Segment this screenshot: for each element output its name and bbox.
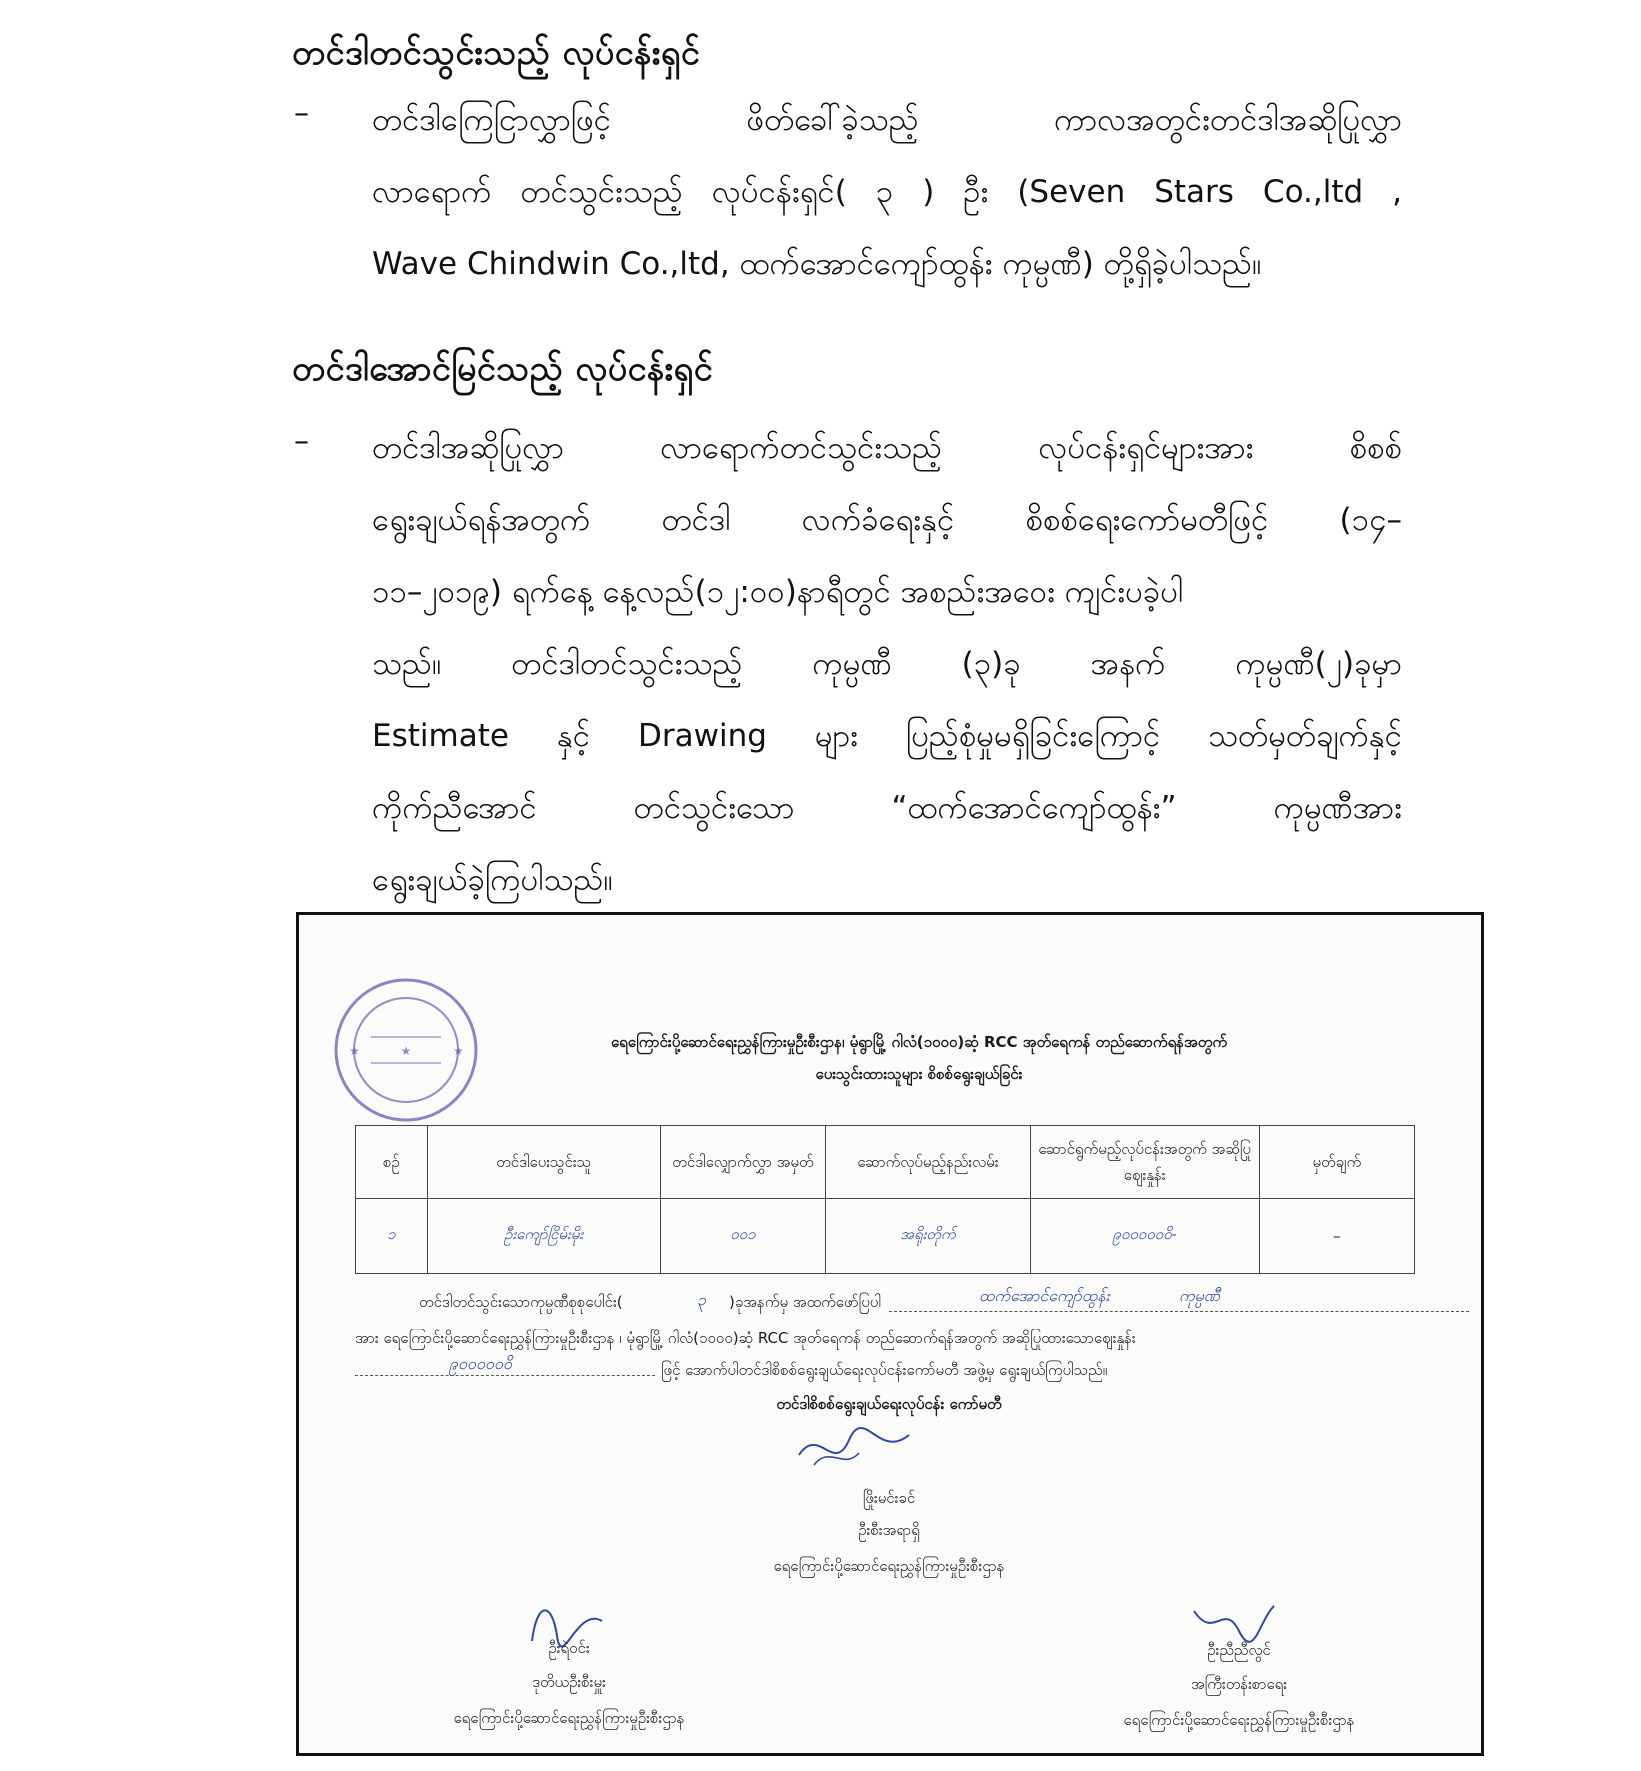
dotted-line bbox=[889, 1311, 1469, 1312]
col-header: ဆောက်လုပ်မည့်နည်းလမ်း bbox=[826, 1126, 1031, 1199]
handwritten-suffix: ကုမ္ပဏီ bbox=[1179, 1286, 1220, 1305]
right-signatory-title: အကြီးတန်းစာရေး bbox=[1190, 1675, 1288, 1693]
scanned-document bbox=[296, 912, 1484, 1756]
statement-text: တင်ဒါတင်သွင်းသောကုမ္ပဏီစုစုပေါင်း( bbox=[419, 1293, 623, 1311]
left-signatory-department: ရေကြောင်းပို့ဆောင်ရေးညွှန်ကြားမှုဦးစီးဌာန bbox=[453, 1709, 685, 1727]
right-signatory-department: ရေကြောင်းပို့ဆောင်ရေးညွှန်ကြားမှုဦးစီးဌာန bbox=[1123, 1711, 1355, 1729]
table-cell: ၁ bbox=[356, 1199, 428, 1274]
handwritten-company: ထက်အောင်ကျော်ထွန်း bbox=[979, 1286, 1110, 1305]
svg-text:★: ★ bbox=[453, 1044, 464, 1058]
chair-department: ရေကြောင်းပို့ဆောင်ရေးညွှန်ကြားမှုဦးစီးဌာန bbox=[773, 1557, 1005, 1575]
col-header: တင်ဒါပေးသွင်းသူ bbox=[427, 1126, 660, 1199]
section2-line: သည်။ တင်ဒါတင်သွင်းသည့် ကုမ္ပဏီ (၃)ခု အနက် ကုမ္ပဏီ(၂)ခုမှာ bbox=[372, 646, 1402, 682]
left-signatory-name: ဦးရဲဝင်း bbox=[548, 1639, 590, 1657]
section2-line: တင်ဒါအဆိုပြုလွှာ လာရောက်တင်သွင်းသည့် လုပ်ငန်းရှင်များအား စိစစ် bbox=[372, 430, 1402, 466]
scan-title-line2: ပေးသွင်းထားသူများ စိစစ်ရွေးချယ်ခြင်း bbox=[815, 1065, 1023, 1083]
right-signatory-name: ဦးညီညီလွင် bbox=[1207, 1641, 1271, 1659]
section2-dash: – bbox=[294, 424, 309, 459]
col-header: ဆောင်ရွက်မည့်လုပ်ငန်းအတွက် အဆိုပြုဈေးနှုန်း bbox=[1030, 1126, 1259, 1199]
statement-text: အား ရေကြောင်းပို့ဆောင်ရေးညွှန်ကြားမှုဦးစီးဌာန ၊ မုံရွာမြို့ ဂါလံ(၁၀၀၀)ဆံ့ RCC အုတ်ရေကန် တည်ဆောက်ရန်အတွက် အဆိုပြုထားသောဈေးနှုန်း bbox=[355, 1329, 1136, 1347]
section1-line: Wave Chindwin Co.,ltd, ထက်အောင်ကျော်ထွန်း ကုမ္ပဏီ) တို့ရှိခဲ့ပါသည်။ bbox=[372, 246, 1262, 282]
table-cell: ၉၀၀၀၀၀၀ိ- bbox=[1030, 1199, 1259, 1274]
section2-line: ကိုက်ညီအောင် တင်သွင်းသော “ထက်အောင်ကျော်ထွန်း” ကုမ္ပဏီအား bbox=[372, 790, 1402, 826]
section2-paragraph bbox=[372, 412, 1402, 916]
section1-dash: – bbox=[294, 96, 309, 131]
section2-line: ရွေးချယ်ရန်အတွက် တင်ဒါ လက်ခံရေးနှင့် စိစစ်ရေးကော်မတီဖြင့် (၁၄– bbox=[372, 502, 1402, 538]
handwritten-amount: ၉၀၀၀၀၀၀ိ bbox=[449, 1354, 512, 1373]
section2-heading: တင်ဒါအောင်မြင်သည့် လုပ်ငန်းရှင် bbox=[292, 349, 714, 389]
col-header: စဉ် bbox=[356, 1126, 428, 1199]
signature-icon bbox=[789, 1415, 919, 1485]
committee-title: တင်ဒါစိစစ်ရွေးချယ်ရေးလုပ်ငန်း ကော်မတီ bbox=[776, 1395, 1002, 1413]
bid-table-header bbox=[356, 1126, 1415, 1199]
section1-heading: တင်ဒါတင်သွင်းသည့် လုပ်ငန်းရှင် bbox=[292, 33, 701, 73]
section2-line: ၁၁–၂၀၁၉) ရက်နေ့ နေ့လည်(၁၂:၀၀)နာရီတွင် အစည်းအဝေး ကျင်းပခဲ့ပါ bbox=[372, 574, 1184, 610]
statement-text: )ခုအနက်မှ အထက်ဖော်ပြပါ bbox=[729, 1293, 881, 1311]
chair-name: ဖြိုးမင်းခင် bbox=[862, 1489, 916, 1507]
section1-line: လာရောက် တင်သွင်းသည့် လုပ်ငန်းရှင်( ၃ ) ဦး (Seven Stars Co.,ltd , bbox=[372, 174, 1402, 210]
section1-paragraph bbox=[372, 84, 1402, 300]
col-header: မှတ်ချက် bbox=[1259, 1126, 1414, 1199]
table-cell: အရိုးတိုက် bbox=[826, 1199, 1031, 1274]
handwritten-count: ၃ bbox=[697, 1290, 706, 1309]
col-header: တင်ဒါလျှောက်လွှာ အမှတ် bbox=[660, 1126, 826, 1199]
table-cell: ဦးကျော်ငြိမ်းမိုး bbox=[427, 1199, 660, 1274]
scan-title-line1: ရေကြောင်းပို့ဆောင်ရေးညွှန်ကြားမှုဦးစီးဌာန၊ မုံရွာမြို့ ဂါလံ(၁၀၀၀)ဆံ့ RCC အုတ်ရေကန် တည်ဆောက်ရန်အတွက် bbox=[611, 1033, 1227, 1051]
left-signatory-title: ဒုတိယဦးစီးမှူး bbox=[532, 1673, 606, 1691]
section2-line: Estimate နှင့် Drawing များ ပြည့်စုံမှုမရှိခြင်းကြောင့် သတ်မှတ်ချက်နှင့် bbox=[372, 718, 1402, 754]
table-row bbox=[356, 1199, 1415, 1274]
chair-title: ဦးစီးအရာရှိ bbox=[858, 1521, 920, 1539]
table-cell: – bbox=[1259, 1199, 1414, 1274]
section2-line: ရွေးချယ်ခဲ့ကြပါသည်။ bbox=[372, 862, 613, 898]
svg-text:★: ★ bbox=[349, 1044, 360, 1058]
bid-table bbox=[355, 1125, 1415, 1274]
section1-line: တင်ဒါကြေငြာလွှာဖြင့် ဖိတ်ခေါ်ခဲ့သည့် ကာလအတွင်းတင်ဒါအဆိုပြုလွှာ bbox=[372, 102, 1402, 138]
svg-text:★: ★ bbox=[400, 1044, 412, 1058]
statement-text: ဖြင့် အောက်ပါတင်ဒါစိစစ်ရွေးချယ်ရေးလုပ်ငန်းကော်မတီ အဖွဲ့မှ ရွေးချယ်ကြပါသည်။ bbox=[661, 1361, 1108, 1379]
table-cell: ၀၀၁ bbox=[660, 1199, 826, 1274]
